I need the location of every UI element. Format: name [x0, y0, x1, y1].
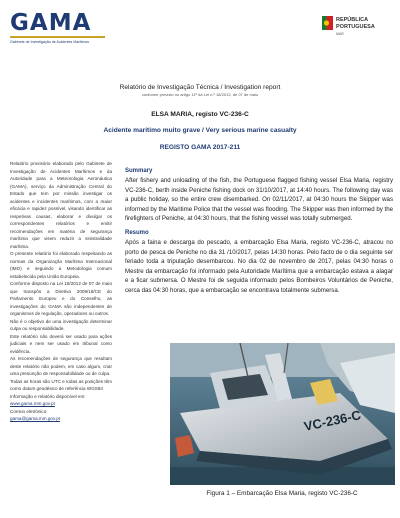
gov-line2: PORTUGUESA: [336, 23, 375, 30]
report-title: Relatório de Investigação Técnica / Investigation report: [119, 84, 281, 91]
logo-letter-a: A: [72, 10, 92, 36]
gov-ministry: MAR: [336, 32, 344, 36]
website-link[interactable]: www.gama.mm.gov.pt: [10, 401, 55, 406]
republica-portuguesa-logo: [322, 14, 390, 42]
logo-wordmark: [10, 11, 120, 35]
sidebar-paragraph: Informação e relatório disponível em:: [10, 393, 86, 399]
resumo-text: Após a faina e descarga do pescado, a embarcação Elsa Maria, registo VC-236-C, atracou no porto de pesca de Peniche no dia 31 /10/2017, pelas 14:30 horas. Pelo facto de o dia seguinte ser feriado toda a tripulação desembarcou. No dia 02 de novembro de 2017, pelas 04:30 horas o Mestre da embarcação foi informado pela Autoridade Marítima que a embarcação estava a alagar e a ficar submersa. O Mestre foi de seguida informado pelos Bombeiros Voluntários de Peniche, cerca das 04:30 horas, que a embarcação se encontrava totalmente submersa.: [125, 238, 393, 294]
email-link[interactable]: gama@gama.mm.gov.pt: [10, 416, 61, 421]
logo-letter-m: M: [48, 10, 73, 36]
summary-heading: Summary: [125, 168, 153, 174]
report-legal-note: conforme previsto no artigo 11º da Lei n.º 18/2012, de 07 de maio: [141, 92, 259, 97]
portuguese-flag-icon: [322, 16, 333, 30]
sidebar-paragraph: Todas as horas são UTC e todas as posições têm como datum geodésico de referência WGS84: [10, 378, 112, 391]
vessel-heading: ELSA MARIA, registo VC-236-C: [151, 111, 249, 118]
logo-letters-ga: GA: [10, 10, 49, 36]
main-content: [125, 168, 393, 296]
resumo-heading: Resumo: [125, 229, 149, 236]
sidebar-disclaimer: [10, 160, 112, 423]
gama-logo: [10, 11, 120, 44]
sidebar-paragraph: Relatório provisório elaborado pelo Gabinete de Investigação de Acidentes Marítimos e da Autoridade para a Meteorologia Aeronáutica (GAMA), serviço da Administração Central do Estado que tem por missão investigar os acidentes e incidentes marítimos, com a maior eficácia e rapidez possível, visando identificar as respetivas causas, elaborar e divulgar os correspondentes relatórios e emitir recomendações em matéria de segurança marítima que visem reduzir a sinistralidade marítima.: [10, 161, 112, 249]
logo-underline: [10, 36, 105, 38]
gov-line1: REPÚBLICA: [336, 17, 369, 23]
figure-caption: Figura 1 – Embarcação Elsa Maria, registo VC-236-C: [206, 490, 358, 497]
gov-name: [336, 17, 375, 30]
sunken-vessel-photo: [170, 343, 395, 485]
hull-mark-text: VC-236-C: [302, 407, 363, 434]
sidebar-paragraph: Este relatório não deverá ser usado para ações judiciais e nem ser usado em tribunal como evidência.: [10, 333, 112, 354]
casualty-heading: Acidente marítimo muito grave / Very serious marine casualty: [103, 127, 297, 134]
registo-heading: REGISTO GAMA 2017-211: [159, 144, 241, 151]
sidebar-paragraph: Conforme disposto na Lei 18/2012 de 07 de maio que transpôs a Diretiva 2009/18/CE do Parlamento Europeu e do Conselho, as investigações do GAMA são independentes de organismos de regulação, operadores ou outros.: [10, 281, 112, 316]
sidebar-paragraph: As recomendações de segurança que resultam deste relatório não podem, em caso algum, criar uma presunção de responsabilidade ou de culpa.: [10, 356, 112, 376]
sidebar-paragraph: Correio eletrónico:: [10, 408, 48, 414]
sidebar-paragraph: O presente relatório foi elaborado respeitando as normas da Organização Marítima Internacional (IMO) e seguindo a Metodologia comum estabelecida pela União Europeia.: [10, 251, 112, 279]
logo-subtitle: Gabinete de Investigação de Acidentes Marítimos: [10, 40, 90, 44]
sidebar-paragraph: Não é o objetivo de uma investigação determinar culpa ou responsabilidade.: [10, 318, 112, 331]
summary-text: After fishery and unloading of the fish, the Portuguese flagged fishing vessel Elsa Maria, registry VC-236-C, berth inside Peniche fishing dock on 31/10/2017, at 14:40 hours. The following day was a public holiday, so the entire crew disembarked. On 02/11/2017, at 04:30 hours the Skipper was informed by the Maritime Police that the vessel was flooding. The Skipper was then informed by the firefighters of Peniche, at 04:30 hours, that the fishing vessel was totally submerged.: [125, 177, 393, 223]
